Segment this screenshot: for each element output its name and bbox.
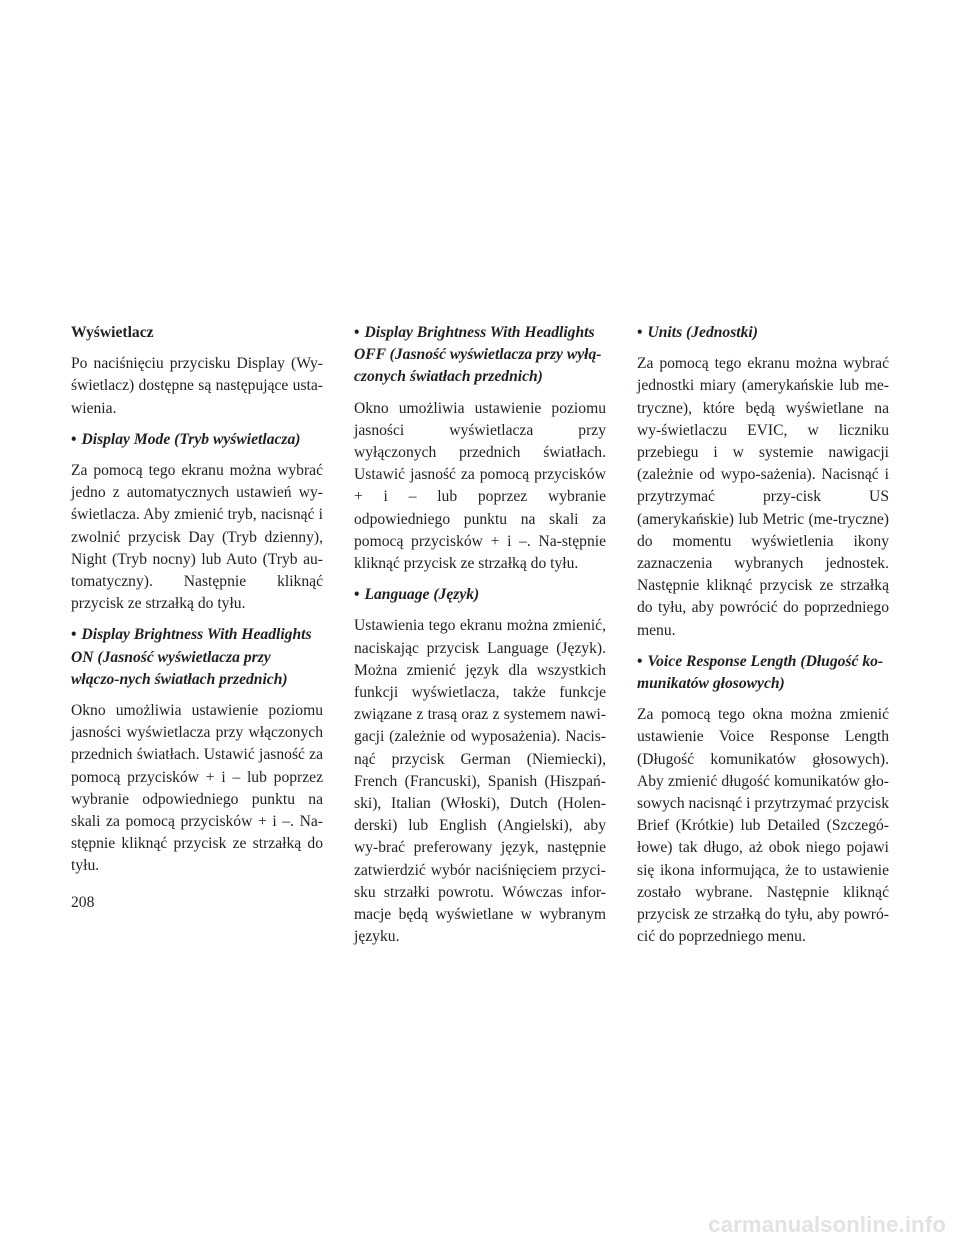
column-3 [637, 322, 889, 957]
voice-response-heading-text: Voice Response Length (Długość ko-munikatów głosowych) [637, 652, 884, 693]
bullet-icon: • [637, 652, 643, 670]
bullet-icon: • [71, 430, 77, 448]
intro-paragraph: Po naciśnięciu przycisku Display (Wy-świetlacz) dostępne są następujące usta-wienia. [71, 355, 323, 417]
watermark: carmanualsonline.info [708, 1212, 946, 1237]
language-heading-text: Language (Język) [364, 586, 480, 604]
display-mode-heading [71, 429, 323, 451]
brightness-on-paragraph: Okno umożliwia ustawienie poziomu jasności wyświetlacza przy włączonych przednich światłach. Ustawić jasność za pomocą przycisków + i – lub poprzez wybranie odpowiedniego punktu na skali za pomocą przycisków + i –. Na-stępnie kliknąć przycisk ze strzałką do tyłu. [71, 702, 323, 875]
page-number: 208 [71, 894, 95, 911]
brightness-on-heading-text: Display Brightness With Headlights ON (Jasność wyświetlacza przy włączo-nych światłach przednich) [71, 626, 312, 688]
units-paragraph: Za pomocą tego ekranu można wybrać jednostki miary (amerykańskie lub me-tryczne), które będą wyświetlane na wy-świetlaczu EVIC, w liczniku przebiegu i w systemie nawigacji (zależnie od wypo-sażenia). Nacisnąć i przytrzymać przy-cisk US (amerykańskie) lub Metric (me-tryczne) do momentu wyświetlenia ikony zaznaczenia wybranych jednostek. Następnie kliknąć przycisk ze strzałką do tyłu, aby powrócić do poprzedniego menu. [637, 355, 889, 639]
column-1 [71, 322, 323, 887]
section-title: Wyświetlacz [71, 324, 154, 341]
bullet-icon: • [637, 324, 643, 341]
display-mode-paragraph: Za pomocą tego ekranu można wybrać jedno z automatycznych ustawień wy-świetlacza. Aby zmienić tryb, nacisnąć i zwolnić przycisk Day (Tryb dzienny), Night (Tryb nocny) lub Auto (Tryb au-tomatyczny). Następnie kliknąć przycisk ze strzałką do tyłu. [71, 462, 323, 613]
brightness-on-heading [71, 624, 323, 691]
brightness-off-heading [354, 322, 606, 389]
units-heading [637, 322, 889, 344]
bullet-icon: • [354, 324, 360, 341]
brightness-off-heading-text: Display Brightness With Headlights OFF (Jasność wyświetlacza przy wyłą-czonych światłach przednich) [354, 324, 602, 386]
language-heading [354, 584, 606, 606]
language-paragraph: Ustawienia tego ekranu można zmienić, naciskając przycisk Language (Język). Można zmienić język dla wszystkich funkcji wyświetlacza, także funkcje związane z trasą oraz z systemem nawi-gacji (zależnie od wyposażenia). Nacis-nąć przycisk German (Niemiecki), French (Francuski), Spanish (Hiszpań-ski), Italian (Włoski), Dutch (Holen-derski) lub English (Angielski), aby wy-brać preferowany język, następnie zatwierdzić wybór naciśnięciem przyci-sku strzałki powrotu. Wówczas infor-macje będą wyświetlane w wybranym języku. [354, 617, 606, 946]
bullet-icon: • [354, 586, 360, 604]
voice-response-heading [637, 651, 889, 695]
units-heading-text: Units (Jednostki) [647, 324, 758, 341]
voice-response-paragraph: Za pomocą tego okna można zmienić ustawienie Voice Response Length (Długość komunikatów głosowych). Aby zmienić długość komunikatów gło-sowych nacisnąć i przytrzymać przycisk Brief (Krótkie) lub Detailed (Szczegó-łowe) tak długo, aż obok niego pojawi się ikona informująca, że to ustawienie zostało wybrane. Następnie kliknąć przycisk ze strzałką do tyłu, aby powró-cić do poprzedniego menu. [637, 706, 889, 946]
column-2 [354, 322, 606, 957]
bullet-icon: • [71, 626, 77, 644]
brightness-off-paragraph: Okno umożliwia ustawienie poziomu jasności wyświetlacza przy wyłączonych przednich światłach. Ustawić jasność za pomocą przycisków + i – lub poprzez wybranie odpowiedniego punktu na skali za pomocą przycisków + i –. Na-stępnie kliknąć przycisk ze strzałką do tyłu. [354, 399, 606, 573]
display-mode-heading-text: Display Mode (Tryb wyświetlacza) [81, 430, 301, 448]
